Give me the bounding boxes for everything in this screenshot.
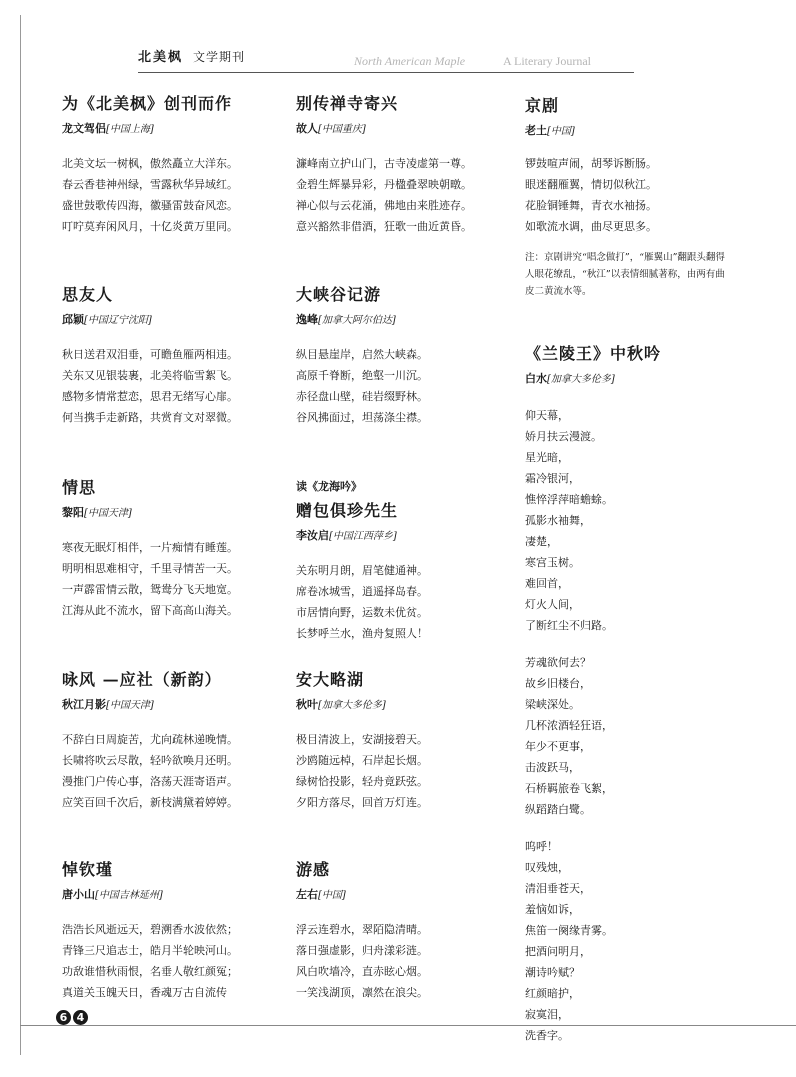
poem-block — [296, 670, 428, 813]
poem-line: 极目清波上，安湖接碧天。 — [296, 733, 428, 746]
journal-subtitle-cn: 文学期刊 — [193, 50, 246, 64]
poem-block — [296, 94, 472, 237]
poem-line: 击波跃马， — [525, 761, 580, 774]
author-name: 黎阳 — [62, 506, 84, 519]
poem-title: 京剧 — [525, 96, 560, 115]
poem-line: 浮云连碧水，翠陌隐清晴。 — [296, 923, 428, 936]
poem-line: 叹残烛， — [525, 861, 569, 874]
journal-title-en-italic: North American Maple — [354, 54, 466, 68]
poem-author — [296, 698, 428, 713]
poem-line: 落日强虚影，归舟漾彩涟。 — [296, 944, 428, 957]
page-digit: 6 — [56, 1010, 71, 1025]
poem-line: 霜冷银河， — [525, 472, 580, 485]
poem-line: 何当携手走新路，共赏育文对翠微。 — [62, 411, 238, 424]
author-name: 龙文驾侣 — [62, 122, 106, 135]
poem-line: 寒夜无眠灯相伴，一片痴情有睡莲。 — [62, 541, 238, 554]
poem-block — [62, 285, 238, 428]
author-name: 秋叶 — [296, 698, 318, 711]
journal-title-cn — [138, 46, 245, 65]
poem-line: 了断红尘不归路。 — [525, 619, 613, 632]
poem-author — [296, 529, 428, 544]
poem-line: 纵蹈踏白鹭。 — [525, 803, 591, 816]
page-digit: 4 — [73, 1010, 88, 1025]
poem-line: 娇月扶云漫渡。 — [525, 430, 602, 443]
poem-line: 叮咛莫弃闲风月，十亿炎黄万里同。 — [62, 220, 238, 233]
poem-line: 眼迷翻雁翼，情切似秋江。 — [525, 178, 657, 191]
poem-line: 禅心似与云花涌，佛地由来胜迹存。 — [296, 199, 472, 212]
author-name: 故人 — [296, 122, 318, 135]
poem-title: 《兰陵王》中秋吟 — [525, 344, 662, 363]
poem-title: 赠包俱珍先生 — [296, 501, 399, 520]
poem-line: 关东又见银装裹，北美将临雪絮飞。 — [62, 369, 238, 382]
poem-author — [62, 506, 238, 521]
poem-line: 几杯浓酒轻狂语， — [525, 719, 613, 732]
poem-line: 风白吹墙冷，直赤眩心烟。 — [296, 965, 428, 978]
poem-line: 石桥羁旅卷飞絮， — [525, 782, 613, 795]
poem-line: 仰天幕， — [525, 409, 569, 422]
poem-line: 功敌谁惜秋雨恨，名垂人敬红颜冤； — [62, 965, 238, 978]
poem-lines — [525, 405, 661, 1046]
poem-line: 芳魂欲何去？ — [525, 656, 591, 669]
poem-line: 春云香巷神州绿，雪露秋华异域红。 — [62, 178, 238, 191]
poem-line: 感物多情常惹恋，思君无绪写心扉。 — [62, 390, 238, 403]
poem-lines — [62, 153, 238, 237]
author-name: 秋江月影 — [62, 698, 106, 711]
poem-line: 憔悴浮萍暗蟾蜍。 — [525, 493, 613, 506]
journal-title-en: A Literary Journal — [503, 54, 591, 68]
poem-line: 高原千脊断，绝壑一川沉。 — [296, 369, 428, 382]
poem-line: 焦笛一阕缘青雾。 — [525, 924, 613, 937]
poem-line: 意兴豁然非借酒，狂歌一曲近黄昏。 — [296, 220, 472, 233]
poem-block — [62, 94, 238, 237]
poem-lines — [296, 153, 472, 237]
poem-author — [62, 313, 238, 328]
author-name: 逸峰 — [296, 313, 318, 326]
author-name: 邱颖 — [62, 313, 84, 326]
poem-line: 赤径盘山壁，硅岩缀野林。 — [296, 390, 428, 403]
poem-line: 席卷冰城雪，逍遥择岛春。 — [296, 585, 428, 598]
poem-line: 孤影水袖舞， — [525, 514, 591, 527]
poem-author — [525, 372, 661, 387]
poem-block — [62, 670, 238, 813]
poem-author — [525, 124, 725, 139]
poem-line: 北美文坛一树枫，傲然矗立大洋东。 — [62, 157, 238, 170]
poem-line: 浩浩长风逝远天，碧溯香水波依然； — [62, 923, 238, 936]
author-location: [加拿大多伦多] — [547, 374, 615, 385]
poem-pretitle: 读《龙海吟》 — [296, 480, 362, 493]
author-location: [中国重庆] — [318, 124, 366, 135]
poem-block — [296, 285, 428, 428]
author-location: [加拿大阿尔伯达] — [318, 315, 396, 326]
poem-title: 别传禅寺寄兴 — [296, 94, 399, 113]
footer-rule — [20, 1025, 796, 1026]
poem-line: 真道关玉魄天日，香魂万古自流传 — [62, 986, 227, 999]
page-left-rule — [20, 15, 21, 1055]
poem-lines — [62, 919, 238, 1003]
poem-author — [62, 122, 238, 137]
poem-line: 沙鸥随远棹，石岸起长烟。 — [296, 754, 428, 767]
poem-title: 情思 — [62, 478, 97, 497]
poem-line: 濂峰南立护山门，古寺凌虚第一尊。 — [296, 157, 472, 170]
poem-line: 清泪垂苍天， — [525, 882, 591, 895]
poem-line: 羞恼如诉， — [525, 903, 580, 916]
poem-title: 悼钦瑾 — [62, 860, 114, 879]
poem-line: 不辞白日周旋苦，尤向疏林递晚情。 — [62, 733, 238, 746]
poem-line: 青锋三尺追志士，皓月半轮映河山。 — [62, 944, 238, 957]
poem-line: 如歌流水调，曲尽更思多。 — [525, 220, 657, 233]
poem-line: 洗香字。 — [525, 1029, 569, 1042]
poem-line: 故乡旧楼台， — [525, 677, 591, 690]
poem-lines — [62, 537, 238, 621]
poem-block — [62, 860, 238, 1003]
author-location: [中国天津] — [106, 700, 154, 711]
poem-line: 长啸将吹云尽散，轻吟欲唤月还明。 — [62, 754, 238, 767]
poem-line: 绿树恰投影，轻舟竟跃弦。 — [296, 775, 428, 788]
author-location: [中国江西萍乡] — [329, 531, 397, 542]
poem-line: 关东明月朗，眉笔健通神。 — [296, 564, 428, 577]
stanza-gap — [525, 636, 661, 652]
author-name: 唐小山 — [62, 888, 95, 901]
poem-block — [296, 860, 428, 1003]
poem-author — [62, 888, 238, 903]
poem-line: 应笑百回千次后，新枝满黛着婷婷。 — [62, 796, 238, 809]
poem-block — [296, 477, 428, 644]
poem-title: 为《北美枫》创刊而作 — [62, 94, 233, 113]
header-rule — [138, 72, 634, 73]
poem-line: 寂寞泪， — [525, 1008, 569, 1021]
author-location: [中国] — [318, 890, 346, 901]
poem-author — [296, 122, 472, 137]
poem-author — [62, 698, 238, 713]
page-number — [56, 1010, 88, 1025]
poem-title: 安大略湖 — [296, 670, 365, 689]
poem-line: 凄楚， — [525, 535, 558, 548]
poem-line: 难回首， — [525, 577, 569, 590]
journal-name-cn: 北美枫 — [138, 50, 184, 65]
poem-line: 梁峡深处。 — [525, 698, 580, 711]
poem-line: 谷风拂面过，坦荡涤尘襟。 — [296, 411, 428, 424]
poem-line: 秋日送君双泪垂，可瞻鱼雁两相违。 — [62, 348, 238, 361]
poem-lines — [62, 729, 238, 813]
poem-line: 年少不更事， — [525, 740, 591, 753]
poem-line: 市居情向野，运数未优贫。 — [296, 606, 428, 619]
poem-lines — [296, 560, 428, 644]
poem-line: 纵目悬崖岸，启然大峡森。 — [296, 348, 428, 361]
poem-line: 把酒问明月， — [525, 945, 591, 958]
poem-block — [525, 96, 725, 300]
poem-title: 咏风 —应社（新韵） — [62, 670, 222, 689]
author-location: [中国辽宁沈阳] — [84, 315, 152, 326]
poem-title: 大峡谷记游 — [296, 285, 382, 304]
poem-line: 花脸铜锤舞，青衣水袖扬。 — [525, 199, 657, 212]
poem-line: 盛世鼓歌传四海，徽骚雷鼓奋风恋。 — [62, 199, 238, 212]
author-name: 老土 — [525, 124, 547, 137]
author-location: [中国天津] — [84, 508, 132, 519]
poem-line: 长梦呼兰水，渔舟复照人！ — [296, 627, 428, 640]
author-location: [中国上海] — [106, 124, 154, 135]
poem-author — [296, 888, 428, 903]
poem-block — [62, 478, 238, 621]
poem-line: 一声霹雷情云散，鸳鸯分飞天地宽。 — [62, 583, 238, 596]
author-location: [中国] — [547, 126, 575, 137]
poem-line: 漫推门户传心事，洛荡天涯寄语声。 — [62, 775, 238, 788]
poem-line: 红颜暗护， — [525, 987, 580, 1000]
footer-corner — [780, 1005, 796, 1025]
poem-line: 呜呼！ — [525, 840, 558, 853]
poem-line: 潮诗吟赋？ — [525, 966, 580, 979]
poem-line: 一笑浅湖顶，凛然在浪尖。 — [296, 986, 428, 999]
poem-line: 夕阳方落尽，回首万灯连。 — [296, 796, 428, 809]
poem-lines — [525, 153, 725, 237]
stanza-gap — [525, 820, 661, 836]
poem-line: 灯火人间， — [525, 598, 580, 611]
poem-author — [296, 313, 428, 328]
author-name: 左右 — [296, 888, 318, 901]
poem-lines — [296, 919, 428, 1003]
author-name: 白水 — [525, 372, 547, 385]
poem-line: 金碧生辉暴异彩，丹楹叠翠映朝暾。 — [296, 178, 472, 191]
poem-line: 江海从此不流水，留下高高山海关。 — [62, 604, 238, 617]
poem-title: 思友人 — [62, 285, 114, 304]
author-location: [加拿大多伦多] — [318, 700, 386, 711]
author-name: 李汝启 — [296, 529, 329, 542]
poem-line: 星光暗， — [525, 451, 569, 464]
author-location: [中国吉林延州] — [95, 890, 163, 901]
poem-line: 明明相思难相守，千里寻情苦一天。 — [62, 562, 238, 575]
poem-line: 锣鼓喧声闹，胡琴诉断肠。 — [525, 157, 657, 170]
poem-lines — [296, 729, 428, 813]
poem-line: 寒宫玉树。 — [525, 556, 580, 569]
poem-title: 游感 — [296, 860, 331, 879]
poem-block — [525, 344, 661, 1046]
poem-note: 注：京剧讲究“唱念做打”，“雁翼山”翻跟头翻得人眼花缭乱，“秋江”以表情细腻著称，由两有曲皮二黄流水等。 — [525, 252, 725, 297]
poem-lines — [296, 344, 428, 428]
poem-lines — [62, 344, 238, 428]
